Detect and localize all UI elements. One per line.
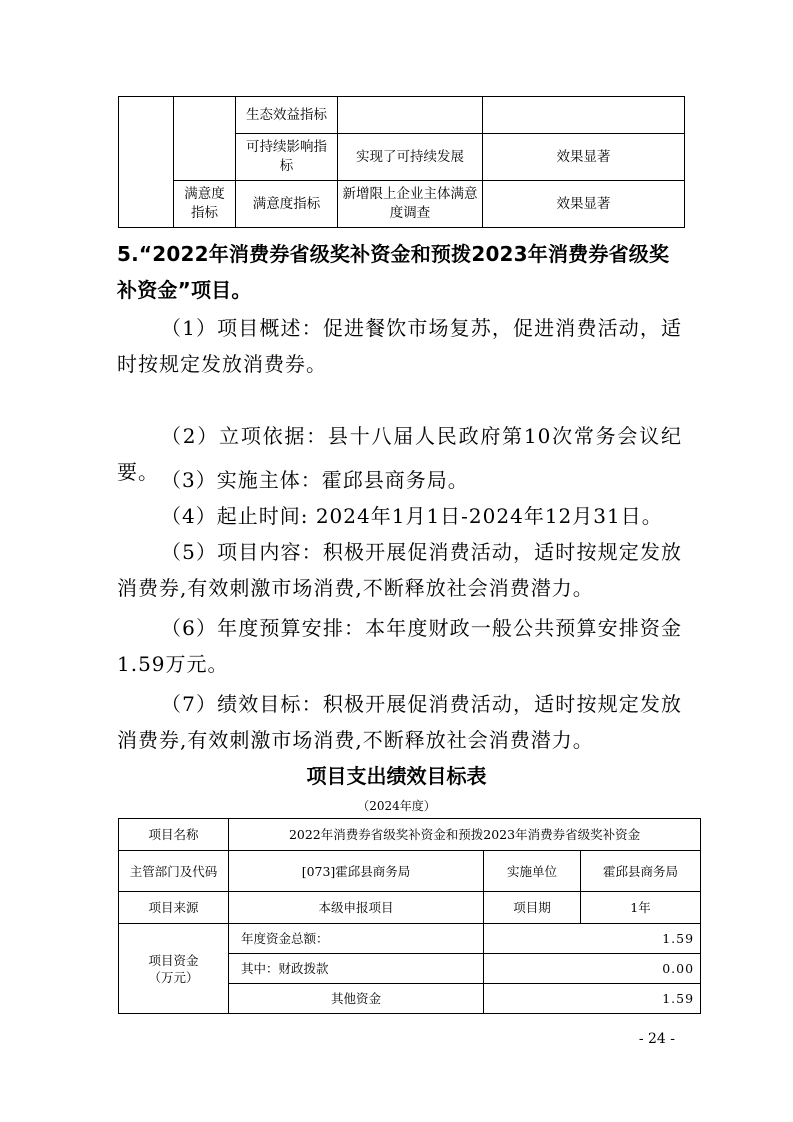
paragraph: （6）年度预算安排：本年度财政一般公共预算安排资金1.59万元。 bbox=[117, 616, 682, 676]
project-name-value: 2022年消费券省级奖补资金和预拨2023年消费券省级奖补资金 bbox=[229, 819, 701, 851]
source-value: 本级申报项目 bbox=[229, 892, 484, 924]
dept-value: [073]霍邱县商务局 bbox=[229, 851, 484, 892]
indicator-cell: 效果显著 bbox=[483, 181, 685, 228]
indicator-cell: 可持续影响指标 bbox=[236, 134, 338, 181]
indicator-cell: 生态效益指标 bbox=[236, 97, 338, 134]
indicator-cell bbox=[338, 97, 483, 134]
impl-value: 霍邱县商务局 bbox=[581, 851, 701, 892]
indicator-cell: 新增限上企业主体满意度调查 bbox=[338, 181, 483, 228]
indicator-table bbox=[118, 96, 685, 228]
section-heading: 5.“2022年消费券省级奖补资金和预拨2023年消费券省级奖补资金”项目。 bbox=[117, 242, 670, 302]
indicator-cell-empty bbox=[174, 97, 236, 181]
source-label: 项目来源 bbox=[119, 892, 229, 924]
funds-label bbox=[119, 924, 229, 1014]
table-year: （2024年度） bbox=[357, 799, 436, 813]
other-funds-value: 1.59 bbox=[484, 984, 701, 1014]
indicator-cell: 满意度指标 bbox=[174, 181, 236, 228]
performance-table bbox=[118, 818, 701, 1014]
paragraph: （4）起止时间: 2024年1月1日-2024年12月31日。 bbox=[161, 504, 663, 528]
paragraph: （2）立项依据：县十八届人民政府第10次常务会议纪要。 bbox=[117, 424, 682, 484]
funds-label-text: 项目资金（万元） bbox=[148, 952, 199, 985]
period-label: 项目期 bbox=[484, 892, 581, 924]
other-funds-label: 其他资金 bbox=[229, 984, 484, 1014]
fiscal-label: 其中：财政拨款 bbox=[229, 954, 484, 984]
paragraph: （3）实施主体：霍邱县商务局。 bbox=[161, 468, 469, 492]
indicator-cell: 效果显著 bbox=[483, 134, 685, 181]
page-number: - 24 - bbox=[638, 1031, 675, 1047]
table-title: 项目支出绩效目标表 bbox=[306, 764, 487, 788]
dept-label: 主管部门及代码 bbox=[119, 851, 229, 892]
indicator-cell: 满意度指标 bbox=[236, 181, 338, 228]
impl-label: 实施单位 bbox=[484, 851, 581, 892]
paragraph: （7）绩效目标：积极开展促消费活动，适时按规定发放消费券,有效刺激市场消费,不断释放社会消费潜力。 bbox=[117, 692, 682, 752]
indicator-cell bbox=[483, 97, 685, 134]
period-value: 1年 bbox=[581, 892, 701, 924]
project-name-label: 项目名称 bbox=[119, 819, 229, 851]
paragraph: （5）项目内容：积极开展促消费活动，适时按规定发放消费券,有效刺激市场消费,不断释放社会消费潜力。 bbox=[117, 540, 682, 600]
annual-total-label: 年度资金总额： bbox=[229, 924, 484, 954]
paragraph: （1）项目概述：促进餐饮市场复苏，促进消费活动，适时按规定发放消费券。 bbox=[117, 316, 682, 376]
indicator-cell: 实现了可持续发展 bbox=[338, 134, 483, 181]
indicator-cell-empty bbox=[119, 97, 174, 228]
fiscal-value: 0.00 bbox=[484, 954, 701, 984]
annual-total-value: 1.59 bbox=[484, 924, 701, 954]
